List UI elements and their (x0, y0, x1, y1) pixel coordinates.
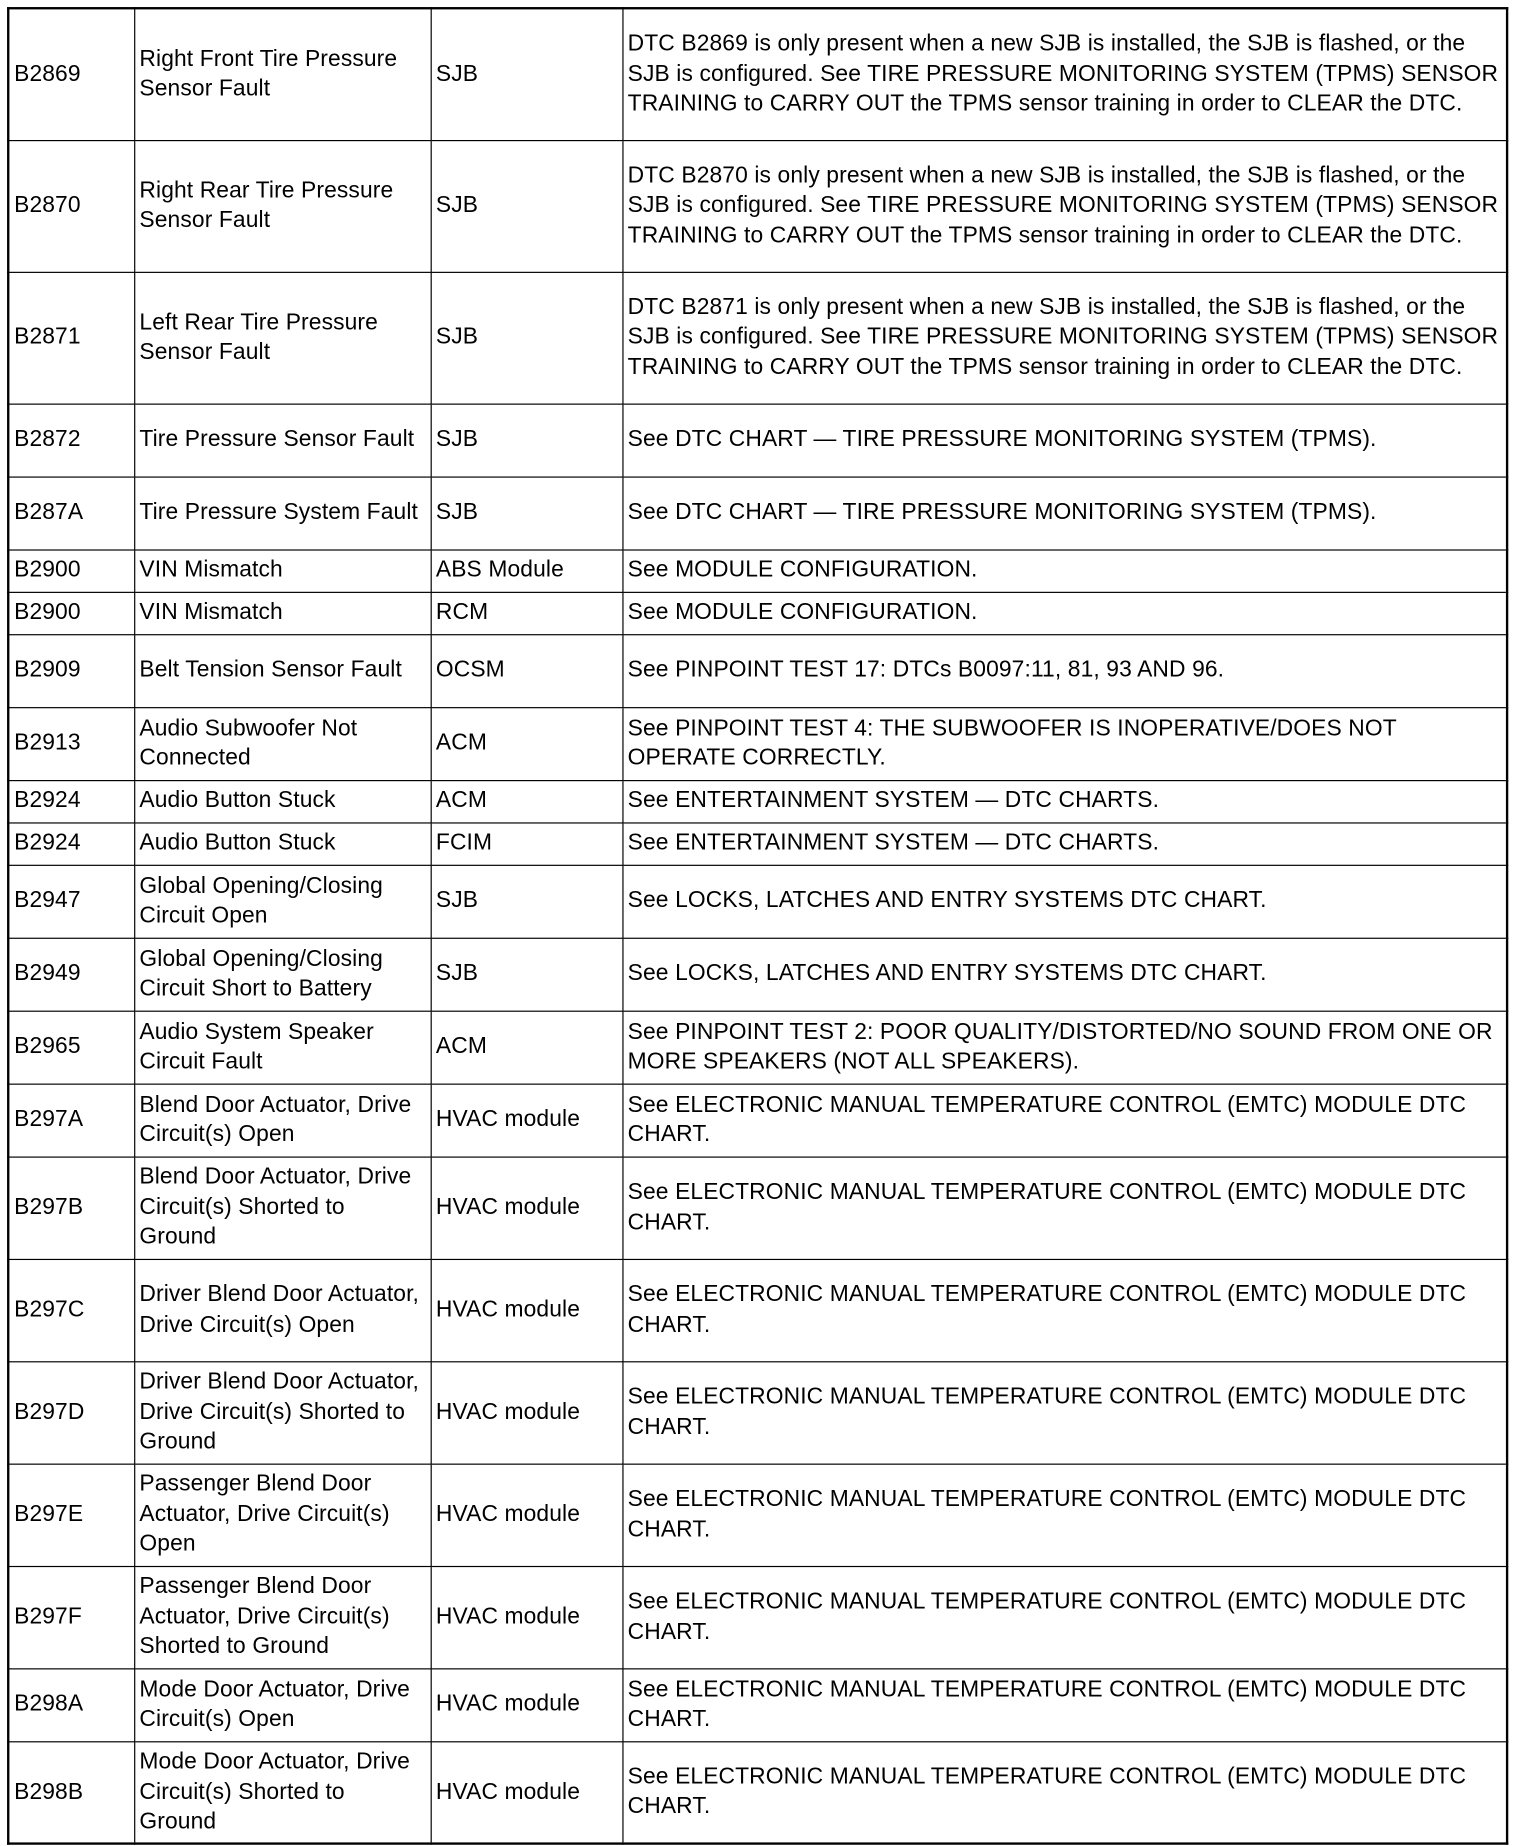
table-row (8, 865, 1507, 938)
dtc-description: Passenger Blend Door Actuator, Drive Circuit(s) Shorted to Ground (134, 1566, 430, 1668)
dtc-action: DTC B2870 is only present when a new SJB is installed, the SJB is flashed, or the SJB is configured. See TIRE PRESSURE MONITORING SYSTEM (TPMS) SENSOR TRAINING to CARRY OUT the TPMS sensor training in order to CLEAR the DTC. (622, 140, 1507, 272)
dtc-module: HVAC module (431, 1464, 623, 1566)
dtc-module: SJB (431, 476, 623, 549)
dtc-action: See ELECTRONIC MANUAL TEMPERATURE CONTROL (EMTC) MODULE DTC CHART. (622, 1361, 1507, 1463)
dtc-action: See ELECTRONIC MANUAL TEMPERATURE CONTROL (EMTC) MODULE DTC CHART. (622, 1741, 1507, 1843)
dtc-code: B2909 (8, 634, 134, 707)
dtc-code: B2869 (8, 8, 134, 140)
table-row (8, 780, 1507, 822)
dtc-module: HVAC module (431, 1741, 623, 1843)
dtc-action: See ELECTRONIC MANUAL TEMPERATURE CONTROL (EMTC) MODULE DTC CHART. (622, 1084, 1507, 1157)
dtc-action: See ENTERTAINMENT SYSTEM — DTC CHARTS. (622, 780, 1507, 822)
dtc-description: Audio System Speaker Circuit Fault (134, 1011, 430, 1084)
dtc-code: B297E (8, 1464, 134, 1566)
table-row (8, 1084, 1507, 1157)
dtc-module: OCSM (431, 634, 623, 707)
dtc-module: HVAC module (431, 1156, 623, 1258)
table-row (8, 938, 1507, 1011)
dtc-code: B287A (8, 476, 134, 549)
dtc-module: RCM (431, 592, 623, 634)
dtc-action: See ELECTRONIC MANUAL TEMPERATURE CONTROL (EMTC) MODULE DTC CHART. (622, 1464, 1507, 1566)
dtc-code: B297C (8, 1259, 134, 1361)
dtc-code: B2965 (8, 1011, 134, 1084)
dtc-code: B298A (8, 1668, 134, 1741)
table-row (8, 549, 1507, 591)
table-row (8, 1464, 1507, 1566)
dtc-action: See ELECTRONIC MANUAL TEMPERATURE CONTROL (EMTC) MODULE DTC CHART. (622, 1668, 1507, 1741)
dtc-action: DTC B2871 is only present when a new SJB is installed, the SJB is flashed, or the SJB is configured. See TIRE PRESSURE MONITORING SYSTEM (TPMS) SENSOR TRAINING to CARRY OUT the TPMS sensor training in order to CLEAR the DTC. (622, 272, 1507, 404)
dtc-action: See ENTERTAINMENT SYSTEM — DTC CHARTS. (622, 822, 1507, 864)
dtc-action: See ELECTRONIC MANUAL TEMPERATURE CONTROL (EMTC) MODULE DTC CHART. (622, 1156, 1507, 1258)
dtc-module: SJB (431, 938, 623, 1011)
dtc-description: Driver Blend Door Actuator, Drive Circuit(s) Shorted to Ground (134, 1361, 430, 1463)
dtc-code: B2913 (8, 707, 134, 780)
dtc-code: B2900 (8, 592, 134, 634)
dtc-code: B298B (8, 1741, 134, 1843)
dtc-description: Tire Pressure Sensor Fault (134, 404, 430, 477)
dtc-action: See DTC CHART — TIRE PRESSURE MONITORING SYSTEM (TPMS). (622, 476, 1507, 549)
dtc-code: B2870 (8, 140, 134, 272)
dtc-code: B2871 (8, 272, 134, 404)
dtc-module: HVAC module (431, 1259, 623, 1361)
dtc-module: ACM (431, 1011, 623, 1084)
dtc-description: Belt Tension Sensor Fault (134, 634, 430, 707)
dtc-description: Blend Door Actuator, Drive Circuit(s) Open (134, 1084, 430, 1157)
dtc-action: See PINPOINT TEST 2: POOR QUALITY/DISTORTED/NO SOUND FROM ONE OR MORE SPEAKERS (NOT ALL SPEAKERS). (622, 1011, 1507, 1084)
dtc-description: Global Opening/Closing Circuit Open (134, 865, 430, 938)
dtc-code: B2924 (8, 822, 134, 864)
table-row (8, 140, 1507, 272)
dtc-action: See LOCKS, LATCHES AND ENTRY SYSTEMS DTC CHART. (622, 938, 1507, 1011)
table-row (8, 1668, 1507, 1741)
dtc-code: B2872 (8, 404, 134, 477)
dtc-module: HVAC module (431, 1361, 623, 1463)
dtc-table (7, 7, 1508, 1845)
dtc-code: B2949 (8, 938, 134, 1011)
dtc-action: See DTC CHART — TIRE PRESSURE MONITORING SYSTEM (TPMS). (622, 404, 1507, 477)
dtc-description: Right Front Tire Pressure Sensor Fault (134, 8, 430, 140)
dtc-module: SJB (431, 404, 623, 477)
dtc-module: ACM (431, 707, 623, 780)
table-row (8, 1361, 1507, 1463)
dtc-action: See ELECTRONIC MANUAL TEMPERATURE CONTROL (EMTC) MODULE DTC CHART. (622, 1259, 1507, 1361)
table-row (8, 476, 1507, 549)
table-row (8, 1259, 1507, 1361)
dtc-module: HVAC module (431, 1566, 623, 1668)
dtc-module: HVAC module (431, 1084, 623, 1157)
dtc-description: VIN Mismatch (134, 592, 430, 634)
table-row (8, 272, 1507, 404)
dtc-description: Tire Pressure System Fault (134, 476, 430, 549)
table-row (8, 634, 1507, 707)
dtc-code: B2947 (8, 865, 134, 938)
dtc-description: Global Opening/Closing Circuit Short to Battery (134, 938, 430, 1011)
dtc-code: B2900 (8, 549, 134, 591)
dtc-code: B2924 (8, 780, 134, 822)
dtc-code: B297A (8, 1084, 134, 1157)
table-row (8, 707, 1507, 780)
dtc-description: Mode Door Actuator, Drive Circuit(s) Shorted to Ground (134, 1741, 430, 1843)
dtc-action: See LOCKS, LATCHES AND ENTRY SYSTEMS DTC CHART. (622, 865, 1507, 938)
dtc-module: SJB (431, 140, 623, 272)
dtc-module: ACM (431, 780, 623, 822)
table-row (8, 1156, 1507, 1258)
dtc-module: SJB (431, 272, 623, 404)
dtc-description: Left Rear Tire Pressure Sensor Fault (134, 272, 430, 404)
dtc-code: B297D (8, 1361, 134, 1463)
dtc-action: See ELECTRONIC MANUAL TEMPERATURE CONTROL (EMTC) MODULE DTC CHART. (622, 1566, 1507, 1668)
dtc-description: Audio Subwoofer Not Connected (134, 707, 430, 780)
dtc-action: See PINPOINT TEST 17: DTCs B0097:11, 81, 93 AND 96. (622, 634, 1507, 707)
dtc-module: ABS Module (431, 549, 623, 591)
dtc-module: FCIM (431, 822, 623, 864)
table-row (8, 1011, 1507, 1084)
dtc-code: B297F (8, 1566, 134, 1668)
dtc-action: DTC B2869 is only present when a new SJB is installed, the SJB is flashed, or the SJB is configured. See TIRE PRESSURE MONITORING SYSTEM (TPMS) SENSOR TRAINING to CARRY OUT the TPMS sensor training in order to CLEAR the DTC. (622, 8, 1507, 140)
dtc-module: SJB (431, 865, 623, 938)
dtc-action: See MODULE CONFIGURATION. (622, 592, 1507, 634)
dtc-action: See PINPOINT TEST 4: THE SUBWOOFER IS INOPERATIVE/DOES NOT OPERATE CORRECTLY. (622, 707, 1507, 780)
dtc-description: Audio Button Stuck (134, 780, 430, 822)
table-row (8, 1566, 1507, 1668)
table-row (8, 822, 1507, 864)
dtc-description: Driver Blend Door Actuator, Drive Circuit(s) Open (134, 1259, 430, 1361)
dtc-module: HVAC module (431, 1668, 623, 1741)
dtc-action: See MODULE CONFIGURATION. (622, 549, 1507, 591)
dtc-description: Audio Button Stuck (134, 822, 430, 864)
dtc-description: Right Rear Tire Pressure Sensor Fault (134, 140, 430, 272)
table-row (8, 592, 1507, 634)
dtc-description: Blend Door Actuator, Drive Circuit(s) Shorted to Ground (134, 1156, 430, 1258)
dtc-module: SJB (431, 8, 623, 140)
dtc-description: VIN Mismatch (134, 549, 430, 591)
dtc-code: B297B (8, 1156, 134, 1258)
table-row (8, 1741, 1507, 1843)
dtc-description: Mode Door Actuator, Drive Circuit(s) Open (134, 1668, 430, 1741)
table-row (8, 8, 1507, 140)
dtc-description: Passenger Blend Door Actuator, Drive Circuit(s) Open (134, 1464, 430, 1566)
table-row (8, 404, 1507, 477)
